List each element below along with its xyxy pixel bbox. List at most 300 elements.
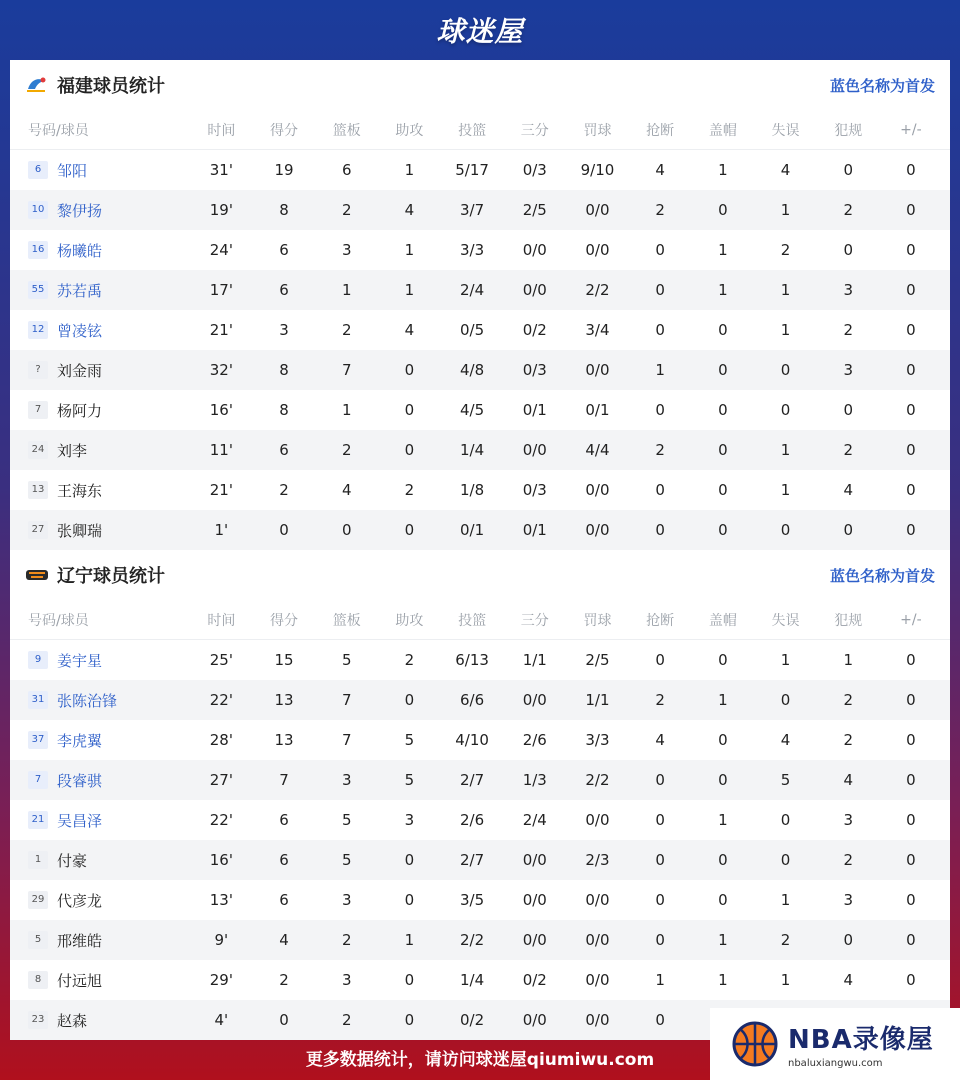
stat-cell: 0	[906, 851, 916, 869]
stat-cell: 0	[906, 811, 916, 829]
player-name-link[interactable]: 杨阿力	[57, 401, 103, 420]
stat-cell: 2	[843, 201, 853, 219]
stat-cell: 2	[341, 1011, 352, 1029]
stat-cell: 5	[341, 851, 352, 869]
stat-cell: 0	[906, 771, 916, 789]
stat-cell: 5	[341, 651, 352, 669]
stat-cell: 0	[655, 931, 665, 949]
table-row	[10, 270, 950, 310]
stat-cell: 0	[906, 971, 916, 989]
stat-cell: 5/17	[455, 161, 489, 179]
stat-cell: 6	[279, 281, 289, 299]
section-title	[25, 562, 165, 588]
stat-cell: 7	[341, 361, 352, 379]
watermark-text	[788, 1019, 934, 1069]
player-cell	[10, 890, 190, 911]
stat-cell: 2	[341, 321, 352, 339]
stat-cell: 1	[718, 691, 728, 709]
column-header: 篮板	[332, 612, 361, 629]
stat-cell: 1	[780, 481, 791, 499]
stat-cell: 0	[843, 931, 853, 949]
stat-cell: 1	[780, 971, 791, 989]
stat-cell: 22'	[209, 691, 233, 709]
stat-cell: 2/4	[460, 281, 485, 299]
column-header: 得分	[270, 122, 299, 139]
jersey-number-badge: 13	[28, 481, 48, 499]
column-header: 号码/球员	[28, 612, 89, 629]
jersey-number-badge: 29	[28, 891, 48, 909]
stat-cell: 0	[279, 1011, 289, 1029]
stat-cell: 9/10	[580, 161, 615, 179]
stat-cell: 3/3	[460, 241, 485, 259]
stat-cell: 0/0	[522, 1011, 547, 1029]
stat-cell: 0	[718, 651, 728, 669]
table-row	[10, 680, 950, 720]
stat-cell: 0/1	[585, 401, 610, 419]
stat-cell: 2/6	[460, 811, 485, 829]
stat-cell: 7	[279, 771, 289, 789]
stat-cell: 0/0	[522, 931, 547, 949]
player-name-link[interactable]: 刘李	[57, 441, 88, 460]
stat-cell: 0	[718, 851, 728, 869]
stat-cell: 2	[843, 441, 853, 459]
stat-cell: 0/0	[522, 241, 547, 259]
stat-cell: 1	[780, 281, 791, 299]
stat-cell: 3/4	[585, 321, 610, 339]
stat-cell: 2	[404, 481, 415, 499]
stat-cell: 2/2	[585, 771, 610, 789]
stat-cell: 5	[404, 771, 415, 789]
stat-cell: 0	[655, 401, 665, 419]
jersey-number-badge: 16	[28, 241, 48, 259]
stat-cell: 0/0	[585, 521, 610, 539]
column-header: 投篮	[458, 122, 487, 139]
stat-cell: 2	[279, 971, 289, 989]
column-header: 抢断	[646, 612, 675, 629]
stat-cell: 1/1	[522, 651, 547, 669]
column-header: 助攻	[395, 612, 424, 629]
stat-cell: 0	[906, 441, 916, 459]
stat-cell: 0/0	[585, 811, 610, 829]
stat-cell: 0	[780, 691, 791, 709]
table-row	[10, 470, 950, 510]
stat-cell: 0/3	[522, 361, 547, 379]
section-title-text: 辽宁球员统计	[57, 566, 165, 587]
player-name-link[interactable]: 李虎翼	[57, 731, 103, 750]
team-section	[10, 60, 950, 550]
stat-cell: 6	[341, 161, 352, 179]
stat-cell: 0	[906, 281, 916, 299]
player-name-link[interactable]: 苏若禹	[57, 281, 103, 300]
stat-cell: 4/4	[585, 441, 610, 459]
stat-cell: 0/0	[585, 971, 610, 989]
stat-cell: 0	[718, 441, 728, 459]
stat-cell: 1	[404, 281, 415, 299]
table-row	[10, 390, 950, 430]
stat-cell: 21'	[209, 321, 233, 339]
player-cell	[10, 970, 190, 991]
column-header: 三分	[520, 612, 549, 629]
stat-cell: 2	[843, 691, 853, 709]
player-name-link[interactable]: 吴昌泽	[57, 811, 103, 830]
table-row	[10, 350, 950, 390]
stat-cell: 2/2	[585, 281, 610, 299]
player-cell	[10, 730, 190, 751]
player-name-link[interactable]: 张卿瑞	[57, 521, 103, 540]
stat-cell: 0	[404, 1011, 415, 1029]
stat-cell: 27'	[209, 771, 233, 789]
table-row	[10, 430, 950, 470]
player-name-link[interactable]: 张陈治锋	[57, 691, 118, 710]
stat-cell: 16'	[209, 401, 233, 419]
stat-cell: 2	[341, 201, 352, 219]
player-cell	[10, 810, 190, 831]
stat-cell: 0	[843, 161, 853, 179]
stat-cell: 0/0	[585, 891, 610, 909]
stat-cell: 0/0	[522, 691, 547, 709]
column-header: 盖帽	[708, 122, 737, 139]
column-header: 盖帽	[708, 612, 737, 629]
stat-cell: 6	[279, 441, 289, 459]
jersey-number-badge: 24	[28, 441, 48, 459]
stat-cell: 0	[655, 771, 665, 789]
stat-cell: 0	[655, 651, 665, 669]
stat-cell: 1	[404, 241, 415, 259]
column-header: 三分	[520, 122, 549, 139]
stat-cell: 5	[780, 771, 791, 789]
stat-cell: 0	[655, 521, 665, 539]
stat-cell: 19	[274, 161, 294, 179]
jersey-number-badge: 1	[28, 851, 48, 869]
column-header: 号码/球员	[28, 122, 89, 139]
stat-cell: 1	[655, 361, 665, 379]
stat-cell: 2	[843, 851, 853, 869]
stat-cell: 0/0	[522, 891, 547, 909]
column-header: 罚球	[583, 122, 612, 139]
player-name-link[interactable]: 赵森	[57, 1011, 88, 1030]
table-row	[10, 190, 950, 230]
jersey-number-badge: 5	[28, 931, 48, 949]
stat-cell: 11'	[209, 441, 233, 459]
stat-cell: 1/8	[460, 481, 485, 499]
stat-cell: 4	[780, 161, 791, 179]
stat-cell: 1/1	[585, 691, 610, 709]
watermark-title: NBA录像屋	[788, 1025, 934, 1055]
stat-cell: 0	[655, 281, 665, 299]
player-name-link[interactable]: 杨曦皓	[57, 241, 103, 260]
player-cell	[10, 160, 190, 181]
player-name-link[interactable]: 邹阳	[57, 161, 88, 180]
stat-cell: 0/3	[522, 161, 547, 179]
stat-cell: 1/4	[460, 441, 485, 459]
stat-cell: 7	[341, 731, 352, 749]
stat-cell: 0	[655, 811, 665, 829]
basketball-icon	[732, 1021, 778, 1067]
column-header: 投篮	[458, 612, 487, 629]
column-header: 犯规	[834, 612, 863, 629]
stat-cell: 1	[718, 971, 728, 989]
stat-cell: 1	[780, 891, 791, 909]
stat-cell: 0	[906, 401, 916, 419]
stat-cell: 0	[404, 361, 415, 379]
team-logo-liaoning-icon	[25, 565, 49, 585]
stat-cell: 5	[341, 811, 352, 829]
player-cell	[10, 770, 190, 791]
stat-cell: 21'	[209, 481, 233, 499]
stat-cell: 4/10	[455, 731, 489, 749]
stat-cell: 0/3	[522, 481, 547, 499]
stat-cell: 1	[780, 441, 791, 459]
stat-cell: 3	[341, 971, 352, 989]
table-row	[10, 840, 950, 880]
stat-cell: 1	[718, 241, 728, 259]
stat-cell: 28'	[209, 731, 233, 749]
stat-cell: 0	[279, 521, 289, 539]
table-row	[10, 150, 950, 190]
stat-cell: 29'	[209, 971, 233, 989]
stat-cell: 0	[404, 971, 415, 989]
stat-cell: 0	[655, 851, 665, 869]
stat-cell: 0/0	[522, 851, 547, 869]
stat-cell: 2	[780, 241, 791, 259]
stat-cell: 0/0	[585, 1011, 610, 1029]
column-header: 时间	[207, 612, 236, 629]
stat-cell: 13	[274, 731, 294, 749]
player-name-link[interactable]: 邢维皓	[57, 931, 103, 950]
stat-cell: 0	[718, 731, 728, 749]
stats-panel	[10, 60, 950, 1040]
stat-cell: 4/5	[460, 401, 485, 419]
section-title-text: 福建球员统计	[57, 76, 165, 97]
team-section	[10, 550, 950, 1040]
stat-cell: 3	[843, 891, 853, 909]
stat-cell: 0	[718, 201, 728, 219]
stat-cell: 6	[279, 241, 289, 259]
stat-cell: 8	[279, 361, 289, 379]
stat-cell: 19'	[209, 201, 233, 219]
table-row	[10, 800, 950, 840]
table-row	[10, 640, 950, 680]
stat-cell: 0	[906, 161, 916, 179]
stat-cell: 0	[906, 481, 916, 499]
stat-cell: 2	[655, 441, 665, 459]
player-name-link[interactable]: 刘金雨	[57, 361, 103, 380]
stat-cell: 0	[906, 521, 916, 539]
jersey-number-badge: 27	[28, 521, 48, 539]
stat-cell: 0/2	[522, 971, 547, 989]
player-name-link[interactable]: 姜宇星	[57, 651, 103, 670]
table-header-row	[10, 110, 950, 150]
stat-cell: 1	[341, 281, 352, 299]
stat-cell: 1	[655, 971, 665, 989]
stat-cell: 1	[780, 201, 791, 219]
stat-cell: 4/8	[460, 361, 485, 379]
table-row	[10, 920, 950, 960]
stat-cell: 0/2	[522, 321, 547, 339]
player-cell	[10, 480, 190, 501]
stat-cell: 0	[906, 651, 916, 669]
stat-cell: 0	[843, 521, 853, 539]
player-cell	[10, 650, 190, 671]
column-header: 抢断	[646, 122, 675, 139]
stat-cell: 4	[655, 731, 665, 749]
column-header: 失误	[771, 122, 800, 139]
stat-cell: 3/7	[460, 201, 485, 219]
stat-cell: 2	[404, 651, 415, 669]
stat-cell: 3	[843, 281, 853, 299]
stat-cell: 13	[274, 691, 294, 709]
player-cell	[10, 400, 190, 421]
stat-cell: 6/6	[460, 691, 485, 709]
stat-cell: 25'	[209, 651, 233, 669]
column-header: +/-	[900, 611, 922, 628]
player-name-link[interactable]: 段睿骐	[57, 771, 103, 790]
column-header: +/-	[900, 121, 922, 138]
jersey-number-badge: 7	[28, 771, 48, 789]
section-header	[10, 550, 950, 600]
player-cell	[10, 850, 190, 871]
player-cell	[10, 280, 190, 301]
stat-cell: 22'	[209, 811, 233, 829]
stat-cell: 0/0	[522, 281, 547, 299]
stat-cell: 0	[404, 851, 415, 869]
stat-cell: 0/0	[585, 481, 610, 499]
stat-cell: 0	[718, 361, 728, 379]
stat-cell: 0	[906, 731, 916, 749]
stat-cell: 17'	[209, 281, 233, 299]
stat-cell: 1	[404, 161, 415, 179]
stat-cell: 2/3	[585, 851, 610, 869]
stat-cell: 0/0	[522, 441, 547, 459]
stat-cell: 1	[718, 811, 728, 829]
column-header: 犯规	[834, 122, 863, 139]
stat-cell: 6/13	[455, 651, 489, 669]
table-row	[10, 230, 950, 270]
stat-cell: 0/2	[460, 1011, 485, 1029]
stat-cell: 0/0	[585, 241, 610, 259]
player-cell	[10, 440, 190, 461]
table-row	[10, 510, 950, 550]
player-name-link[interactable]: 付远旭	[57, 971, 103, 990]
stat-cell: 16'	[209, 851, 233, 869]
stat-cell: 0/1	[522, 401, 547, 419]
stat-cell: 0	[906, 201, 916, 219]
player-name-link[interactable]: 付豪	[57, 851, 88, 870]
jersey-number-badge: 9	[28, 651, 48, 669]
stat-cell: 0	[404, 441, 415, 459]
stat-cell: 0/0	[585, 931, 610, 949]
stat-cell: 0	[655, 321, 665, 339]
jersey-number-badge: 37	[28, 731, 48, 749]
stat-cell: 4	[843, 771, 853, 789]
stat-cell: 0/0	[585, 361, 610, 379]
stat-cell: 0	[718, 321, 728, 339]
stat-cell: 0/0	[585, 201, 610, 219]
player-cell	[10, 360, 190, 381]
stat-cell: 0	[341, 521, 352, 539]
stat-cell: 0	[906, 931, 916, 949]
jersey-number-badge: 55	[28, 281, 48, 299]
stat-cell: 2/5	[522, 201, 547, 219]
column-header: 得分	[270, 612, 299, 629]
stat-cell: 1	[718, 931, 728, 949]
footer-link-text[interactable]: 更多数据统计，请访问球迷屋qiumiwu.com	[305, 1050, 655, 1070]
stat-cell: 2	[341, 931, 352, 949]
stat-cell: 4	[404, 201, 415, 219]
stat-cell: 9'	[214, 931, 229, 949]
table-row	[10, 310, 950, 350]
stat-cell: 2	[843, 321, 853, 339]
stat-cell: 2/5	[585, 651, 610, 669]
stat-cell: 0	[906, 321, 916, 339]
stat-cell: 2	[655, 201, 665, 219]
jersey-number-badge: 21	[28, 811, 48, 829]
stat-cell: 0	[404, 891, 415, 909]
stat-cell: 0	[843, 241, 853, 259]
stat-cell: 1/3	[522, 771, 547, 789]
section-header	[10, 60, 950, 110]
player-name-link[interactable]: 黎伊扬	[57, 201, 103, 220]
player-name-link[interactable]: 曾凌铉	[57, 321, 103, 340]
brand-logo: 球迷屋	[436, 15, 524, 48]
stat-cell: 1'	[214, 521, 229, 539]
starter-note: 蓝色名称为首发	[829, 566, 935, 585]
player-name-link[interactable]: 代彦龙	[57, 891, 103, 910]
stat-cell: 0	[718, 771, 728, 789]
player-cell	[10, 320, 190, 341]
stat-cell: 2	[341, 441, 352, 459]
stat-cell: 1	[404, 931, 415, 949]
column-header: 时间	[207, 122, 236, 139]
stat-cell: 24'	[209, 241, 233, 259]
stat-cell: 0	[780, 521, 791, 539]
stat-cell: 15	[274, 651, 294, 669]
stat-cell: 4	[780, 731, 791, 749]
stat-cell: 0	[655, 481, 665, 499]
stat-cell: 3	[341, 891, 352, 909]
stat-cell: 8	[279, 401, 289, 419]
stat-cell: 4'	[214, 1011, 229, 1029]
stat-cell: 0	[906, 891, 916, 909]
column-header: 助攻	[395, 122, 424, 139]
stat-cell: 2/7	[460, 771, 485, 789]
stat-cell: 0	[404, 521, 415, 539]
top-header	[0, 0, 960, 60]
stat-cell: 3/5	[460, 891, 485, 909]
stat-cell: 1	[780, 321, 791, 339]
stat-cell: 0	[780, 401, 791, 419]
stat-cell: 0/1	[460, 521, 485, 539]
stat-cell: 6	[279, 811, 289, 829]
table-row	[10, 760, 950, 800]
stat-cell: 0	[780, 851, 791, 869]
stat-cell: 4	[404, 321, 415, 339]
stat-cell: 0/1	[522, 521, 547, 539]
stat-cell: 4	[279, 931, 289, 949]
stat-cell: 7	[341, 691, 352, 709]
stat-cell: 0	[906, 361, 916, 379]
player-cell	[10, 1010, 190, 1031]
stat-cell: 0	[404, 691, 415, 709]
jersey-number-badge: 7	[28, 401, 48, 419]
stat-cell: 0	[906, 691, 916, 709]
player-cell	[10, 240, 190, 261]
stat-cell: 8	[279, 201, 289, 219]
stat-cell: 1	[718, 281, 728, 299]
stat-cell: 2	[780, 931, 791, 949]
stat-cell: 6	[279, 891, 289, 909]
player-name-link[interactable]: 王海东	[57, 481, 103, 500]
